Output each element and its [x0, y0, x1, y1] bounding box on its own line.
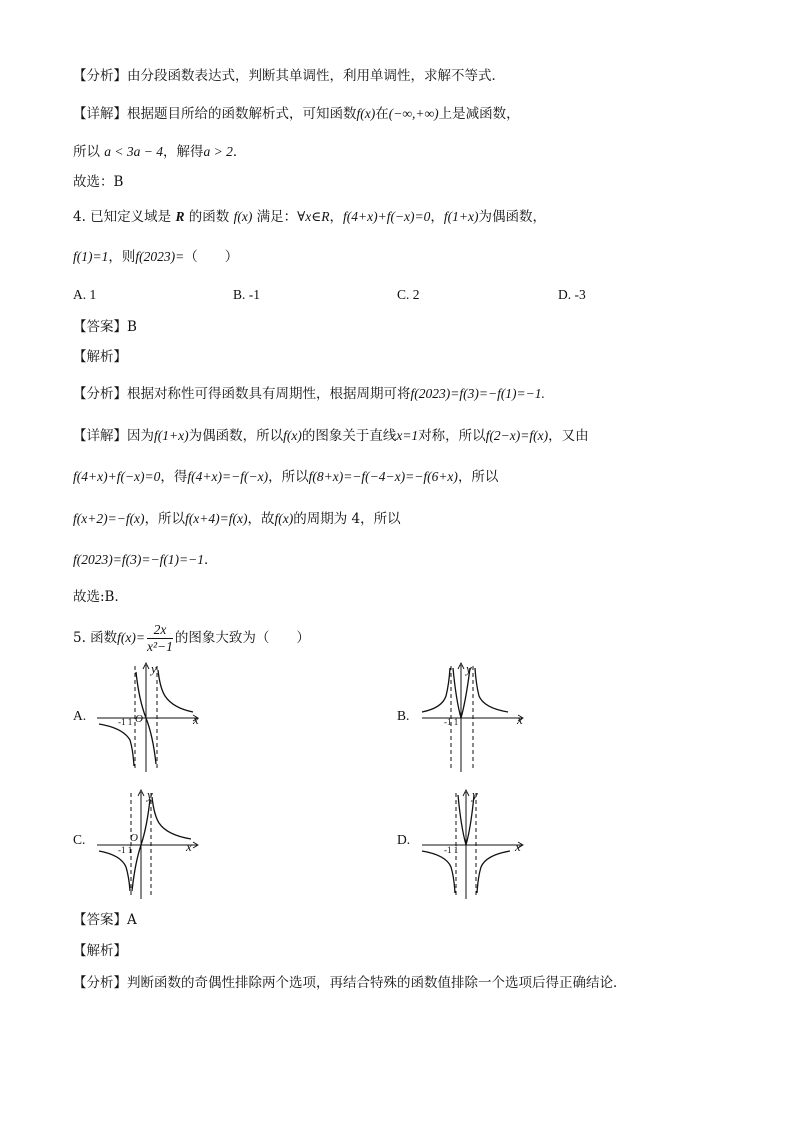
graph-option-a — [93, 660, 203, 775]
graph-option-d — [418, 787, 528, 902]
fraction: $\frac{2x}{\text{x²−1}}$ — [147, 622, 173, 654]
option-5c-label: C. — [73, 832, 86, 847]
solution-heading-5: 【解析】 — [73, 943, 127, 959]
graph-c-origin: O — [130, 832, 138, 844]
analysis-5: 【分析】判断函数的奇偶性排除两个选项，再结合特殊的函数值排除一个选项后得正确结论． — [73, 975, 627, 991]
graph-a-y-label: y — [151, 661, 157, 676]
analysis-line: 【分析】由分段函数表达式，判断其单调性，利用单调性，求解不等式． — [73, 68, 505, 84]
graph-d-ticks: -1 1 — [444, 845, 459, 855]
detail-4-line1: 【详解】因为f(1+x)为偶函数，所以f(x)的图象关于直线x=1对称，所以f(2−x)=f(x)，又由 — [73, 428, 589, 444]
graph-c-ticks: -1 1 — [118, 845, 133, 855]
choice-line: 故选：B — [73, 174, 124, 190]
solution-heading-4: 【解析】 — [73, 349, 127, 365]
graph-b-x-label: x — [517, 712, 523, 727]
graph-d-x-label: x — [515, 839, 521, 854]
graph-a-ticks: -1 1 — [118, 717, 133, 727]
graph-b-ticks: -1 1 — [444, 717, 459, 727]
graph-c-y-label: y — [147, 787, 153, 802]
answer-4: 【答案】B — [73, 319, 137, 335]
question-4-cont: f(1)=1，则f(2023)=（ ） — [73, 249, 239, 265]
option-4d: D. -3 — [558, 287, 586, 302]
detail-line: 【详解】根据题目所给的函数解析式，可知函数f(x)在(−∞,+∞)上是减函数， — [73, 106, 520, 122]
option-5d-label: D. — [397, 832, 411, 847]
option-5b-label: B. — [397, 708, 410, 723]
detail-4-line2: f(4+x)+f(−x)=0，得f(4+x)=−f(−x)，所以f(8+x)=−f(−4−x)=−f(6+x)，所以 — [73, 469, 499, 485]
graph-a-x-label: x — [193, 712, 199, 727]
graph-a-origin: O — [135, 713, 143, 725]
option-4a: A. 1 — [73, 287, 97, 302]
answer-5: 【答案】A — [73, 912, 137, 928]
graph-b-y-label: y — [466, 661, 472, 676]
option-4c: C. 2 — [397, 287, 420, 302]
option-5a-label: A. — [73, 708, 87, 723]
question-4: 4. 已知定义域是 R 的函数 f(x) 满足：∀x∈R，f(4+x)+f(−x)=0，f(1+x)为偶函数， — [73, 209, 547, 225]
detail-4-line3: f(x+2)=−f(x)，所以f(x+4)=f(x)，故f(x)的周期为 4，所以 — [73, 511, 401, 527]
choice-4: 故选:B． — [73, 589, 128, 605]
question-5: 5. 函数f(x)= $\frac{2x}{\text{x²−1}}$ 的图象大致为（ ） — [73, 622, 310, 654]
option-4b: B. -1 — [233, 287, 260, 302]
graph-d-y-label: y — [472, 787, 478, 802]
analysis-4: 【分析】根据对称性可得函数具有周期性，根据周期可将f(2023)=f(3)=−f(1)=−1. — [73, 386, 545, 402]
graph-c-x-label: x — [186, 839, 192, 854]
graph-option-b — [418, 660, 528, 775]
detail-line: 所以 a < 3a − 4，解得a > 2． — [73, 144, 247, 160]
detail-4-line4: f(2023)=f(3)=−f(1)=−1． — [73, 552, 218, 568]
